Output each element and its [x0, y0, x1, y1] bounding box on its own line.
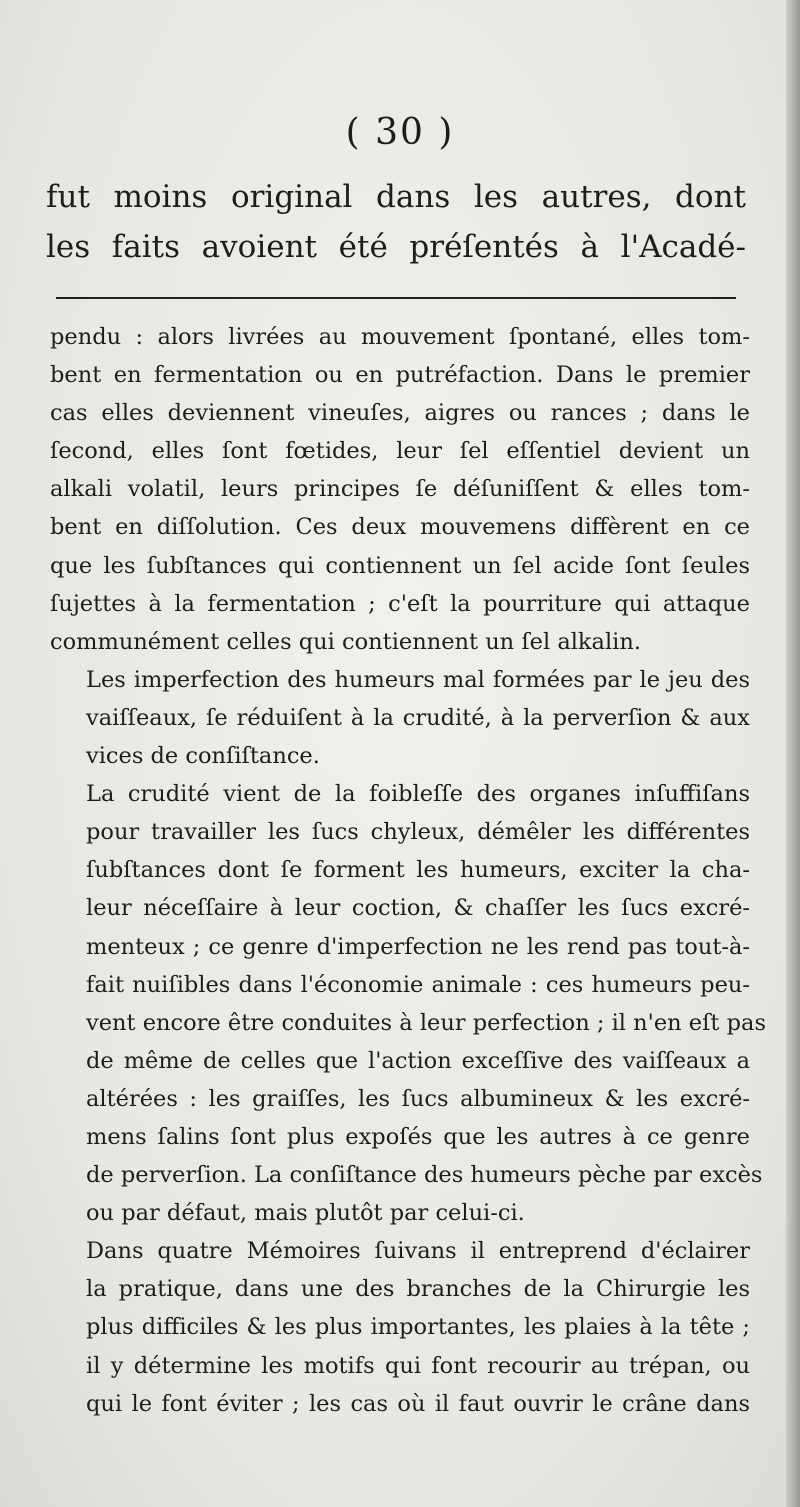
text-line: ſubſtances dont ſe forment les humeurs, exciter la cha- — [86, 857, 750, 884]
text-line: fait nuiſibles dans l'économie animale : ces humeurs peu- — [86, 971, 750, 998]
text-line: vaiſſeaux, ſe réduiſent à la crudité, à la perverſion & aux — [86, 704, 750, 731]
text-line: Les imperfection des humeurs mal formées par le jeu des — [86, 666, 750, 693]
text-line: la pratique, dans une des branches de la Chirurgie les — [86, 1276, 750, 1303]
text-line: alkali volatil, leurs principes ſe déſuniſſent & elles tom- — [50, 476, 750, 503]
text-line: mens ſalins ſont plus expoſés que les autres à ce genre — [86, 1123, 750, 1150]
text-line: de perverſion. La conſiſtance des humeurs pèche par excès — [86, 1162, 763, 1189]
text-line: altérées : les graiſſes, les ſucs albumineux & les excré- — [86, 1085, 750, 1112]
text-line: pendu : alors livrées au mouvement ſpontané, elles tom- — [50, 324, 750, 350]
header-line-1: fut moins original dans les autres, dont — [46, 179, 746, 215]
divider-rule — [56, 297, 736, 299]
text-line: vices de conſiſtance. — [86, 743, 320, 770]
text-line: menteux ; ce genre d'imperfection ne les rend pas tout-à- — [86, 933, 750, 960]
paragraph — [50, 775, 766, 1232]
page-edge-shadow — [786, 0, 800, 1507]
text-line: ſecond, elles ſont fœtides, leur ſel eſſentiel devient un — [50, 438, 750, 465]
text-line: pour travailler les ſucs chyleux, démêler les différentes — [86, 819, 750, 846]
header-line-2: les faits avoient été préſentés à l'Acadé- — [46, 229, 746, 265]
text-line: ou par défaut, mais plutôt par celui-ci. — [86, 1200, 525, 1227]
text-line: leur néceſſaire à leur coction, & chaſſer les ſucs excré- — [86, 895, 750, 922]
text-line: bent en diſſolution. Ces deux mouvemens diffèrent en ce — [50, 514, 750, 541]
text-line: Dans quatre Mémoires ſuivans il entreprend d'éclairer — [86, 1238, 750, 1265]
text-line: plus difficiles & les plus importantes, les plaies à la tête ; — [86, 1314, 750, 1341]
body-text — [50, 318, 766, 1423]
text-line: communément celles qui contiennent un ſel alkalin. — [50, 628, 642, 655]
text-line: bent en fermentation ou en putréfaction. Dans le premier — [50, 362, 750, 389]
text-line: que les ſubſtances qui contiennent un ſel acide ſont ſeules — [50, 552, 750, 579]
page-number: ( 30 ) — [345, 112, 455, 153]
text-line: La crudité vient de la foibleſſe des organes inſuffiſans — [86, 781, 750, 808]
paragraph — [50, 1232, 750, 1422]
text-line: de même de celles que l'action exceſſive des vaiſſeaux a — [86, 1047, 750, 1074]
text-line: il y détermine les motifs qui font recourir au trépan, ou — [86, 1352, 750, 1379]
text-line: ſujettes à la fermentation ; c'eſt la pourriture qui attaque — [50, 590, 750, 617]
paragraph — [50, 661, 750, 775]
paragraph — [50, 318, 750, 661]
text-line: cas elles deviennent vineuſes, aigres ou rances ; dans le — [50, 400, 750, 427]
text-line: vent encore être conduites à leur perfection ; il n'en eſt pas — [86, 1009, 766, 1036]
text-line: qui le font éviter ; les cas où il faut ouvrir le crâne dans — [86, 1390, 750, 1417]
